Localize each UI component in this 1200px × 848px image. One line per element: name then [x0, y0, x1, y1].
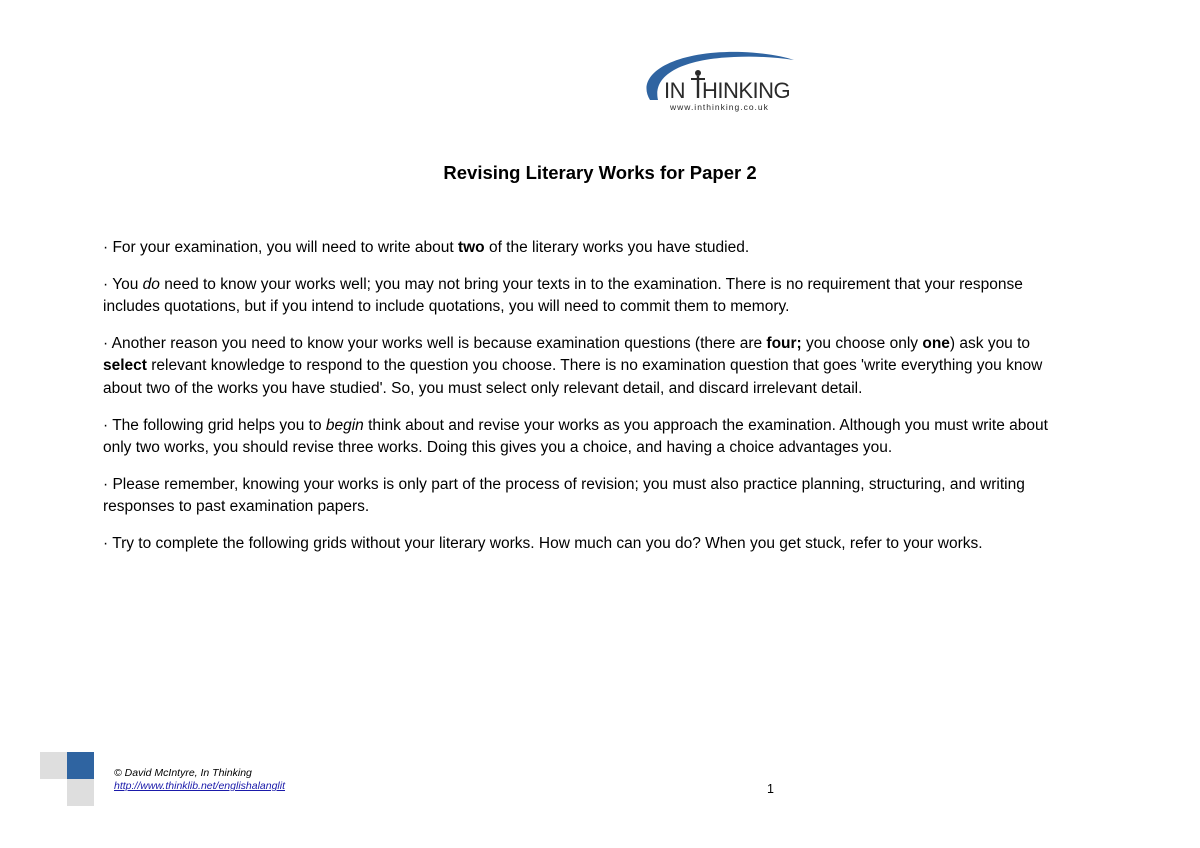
- emphasis-bold: select: [103, 357, 147, 375]
- footer-copyright: © David McIntyre, In Thinking: [114, 767, 252, 779]
- footer-decoration: [40, 752, 94, 806]
- text-run: of the literary works you have studied.: [484, 239, 750, 256]
- body-paragraph: [103, 333, 1078, 401]
- emphasis-bold: two: [457, 239, 485, 256]
- text-run: · The following grid helps you to: [103, 416, 326, 434]
- body-paragraph: [103, 415, 1078, 460]
- text-run: · Another reason you need to know your works well is because examination questions (there are: [103, 334, 767, 352]
- emphasis-bold: four;: [766, 334, 802, 352]
- text-run: ) ask you to: [949, 334, 1031, 352]
- text-run: you choose only: [801, 334, 923, 352]
- body-paragraph: [103, 274, 1078, 319]
- emphasis-bold: one: [922, 334, 950, 352]
- inthinking-logo: [634, 44, 804, 120]
- footer-link[interactable]: http://www.thinklib.net/englishalanglit: [114, 780, 286, 792]
- text-run: need to know your works well; you may not bring your texts in to the examination. There is no requirement that your response includes quotations, but if you intend to include quotations, you will need to commit them to memory.: [103, 275, 1023, 316]
- body-paragraph: [103, 474, 1078, 519]
- footer-square-light: [67, 779, 94, 806]
- emphasis-italic: do: [142, 275, 160, 293]
- text-run: · For your examination, you will need to write about: [103, 239, 458, 256]
- body-paragraph: [103, 237, 1078, 260]
- page-number: 1: [767, 782, 774, 796]
- text-run: · Please remember, knowing your works is only part of the process of revision; you must also practice planning, structuring, and writing responses to past examination papers.: [103, 475, 1025, 516]
- text-run: · Try to complete the following grids without your literary works. How much can you do? When you get stuck, refer to your works.: [103, 534, 983, 552]
- footer-square-light: [40, 752, 67, 779]
- text-run: · You: [103, 275, 143, 293]
- body-text: [103, 237, 1078, 570]
- page-title: Revising Literary Works for Paper 2: [443, 162, 757, 183]
- emphasis-italic: begin: [325, 416, 364, 434]
- text-run: relevant knowledge to respond to the question you choose. There is no examination question that goes 'write everything you know about two of the works you have studied'. So, you must select only relevant detail, and discard irrelevant detail.: [103, 357, 1043, 397]
- logo-url: www.inthinking.co.uk: [670, 102, 769, 112]
- text-run: think about and revise your works as you approach the examination. Although you must write about only two works, you should revise three works. Doing this gives you a choice, and having a choice advantages you.: [103, 416, 1048, 457]
- footer-square-blue: [67, 752, 94, 779]
- logo-text-rest: HINKING: [702, 78, 791, 103]
- footer-credits: [114, 767, 285, 793]
- logo-text-in: IN: [664, 78, 685, 103]
- body-paragraph: [103, 533, 1078, 556]
